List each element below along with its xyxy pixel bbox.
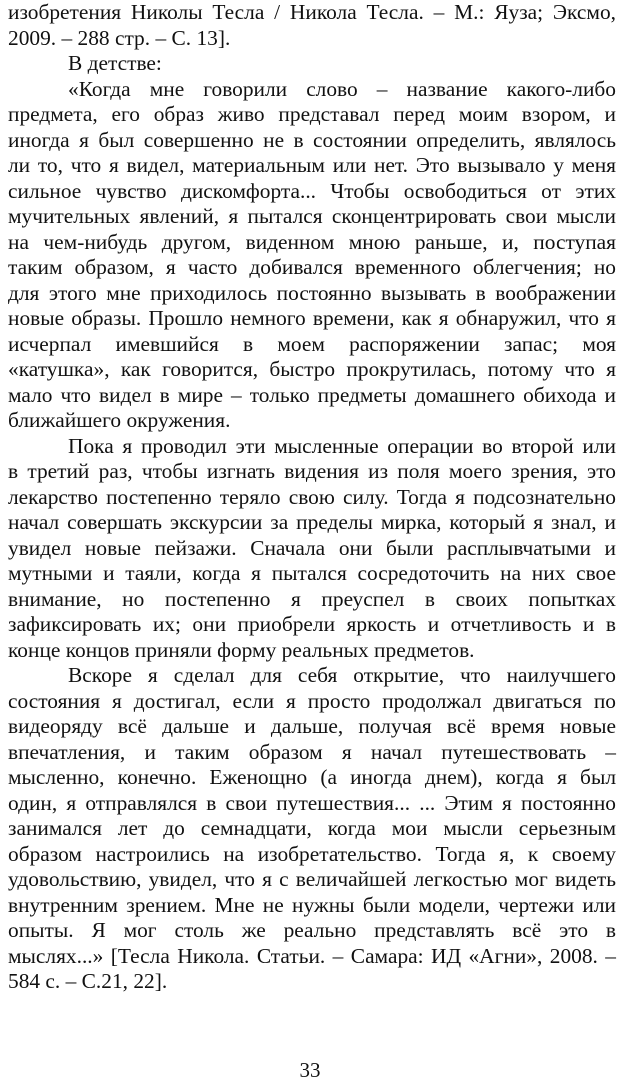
paragraph-line: на чем-нибудь другом, виденном мною раньше, и, поступая bbox=[8, 229, 616, 254]
paragraph-line: зафиксировать их; они приобрели яркость и отчетливость и в bbox=[8, 612, 616, 636]
paragraph-line: иногда я был совершенно не в состоянии определить, являлось bbox=[8, 127, 616, 152]
paragraph-line: «Когда мне говорили слово – название какого-либо bbox=[68, 76, 616, 101]
paragraph-line: новые образы. Прошло немного времени, как я обнаружил, что я bbox=[8, 306, 616, 330]
paragraph-line: мало что видел в мире – только предметы домашнего обихода и bbox=[8, 382, 616, 407]
paragraph-line: увидел новые пейзажи. Сначала они были расплывчатыми и bbox=[8, 535, 616, 560]
paragraph-line: мысленно, конечно. Еженощно (а иногда днем), когда я был bbox=[8, 765, 616, 789]
paragraph-line: «катушка», как говорится, быстро прокрутилась, потому что я bbox=[8, 357, 616, 381]
paragraph-line: образом настроились на изобретательство. Тогда я, к своему bbox=[8, 841, 616, 866]
paragraph-line: сильное чувство дискомфорта... Чтобы освободиться от этих bbox=[8, 178, 616, 203]
paragraph-line: внутренним зрением. Мне не нужны были модели, чертежи или bbox=[8, 892, 616, 917]
paragraph-line: для этого мне приходилось постоянно вызывать в воображении bbox=[8, 280, 616, 305]
paragraph-line: занимался лет до семнадцати, когда мои мысли серьезным bbox=[8, 816, 616, 840]
paragraph-line: исчерпал имевшийся в моем распоряжении запас; моя bbox=[8, 331, 616, 356]
paragraph-line: мутными и таяли, когда я пытался сосредоточить на них свое bbox=[8, 561, 616, 585]
paragraph-line: один, я отправлялся в свои путешествия... ... Этим я постоянно bbox=[8, 790, 616, 815]
paragraph-line: мыслях...» [Тесла Никола. Статьи. – Самара: ИД «Агни», 2008. – bbox=[8, 943, 616, 968]
paragraph-line: состояния я достигал, если я просто продолжал двигаться по bbox=[8, 688, 616, 713]
paragraph-line: видеоряду всё дальше и дальше, получая всё время новые bbox=[8, 714, 616, 738]
paragraph-line: предмета, его образ живо представал перед моим взором, и bbox=[8, 102, 616, 126]
citation-line: 2009. – 288 стр. – С. 13]. bbox=[8, 25, 231, 50]
paragraph-line: таким образом, я часто добивался временного облегчения; но bbox=[8, 255, 616, 279]
page-number: 33 bbox=[299, 1058, 321, 1082]
paragraph-line: ли то, что я видел, материальным или нет. Это вызывало у меня bbox=[8, 153, 616, 177]
paragraph-line: мучительных явлений, я пытался сконцентрировать свои мысли bbox=[8, 204, 616, 228]
paragraph-line: в третий раз, чтобы изгнать видения из поля моего зрения, это bbox=[8, 459, 616, 483]
paragraph-line: опыты. Я мог столь же реально представлять всё это в bbox=[8, 918, 616, 942]
paragraph-line: внимание, но постепенно я преуспел в своих попытках bbox=[8, 586, 616, 611]
paragraph-line: Пока я проводил эти мысленные операции во второй или bbox=[68, 433, 616, 458]
paragraph-line: 584 с. – С.21, 22]. bbox=[8, 969, 168, 993]
paragraph-line: впечатления, и таким образом я начал путешествовать – bbox=[8, 739, 616, 764]
paragraph-line: конце концов приняли форму реальных предметов. bbox=[8, 637, 475, 662]
body-text bbox=[8, 0, 616, 995]
citation-line: изобретения Николы Тесла / Никола Тесла. – М.: Яуза; Эксмо, bbox=[8, 0, 616, 24]
section-intro-line: В детстве: bbox=[68, 51, 162, 75]
paragraph-line: Вскоре я сделал для себя открытие, что наилучшего bbox=[68, 663, 616, 687]
paragraph-line: удовольствию, увидел, что я с величайшей легкостью мог видеть bbox=[8, 867, 616, 891]
paragraph-line: начал совершать экскурсии за пределы мирка, который я знал, и bbox=[8, 510, 616, 534]
paragraph-line: лекарство постепенно теряло свою силу. Тогда я подсознательно bbox=[8, 484, 616, 509]
paragraph-line: ближайшего окружения. bbox=[8, 408, 231, 432]
